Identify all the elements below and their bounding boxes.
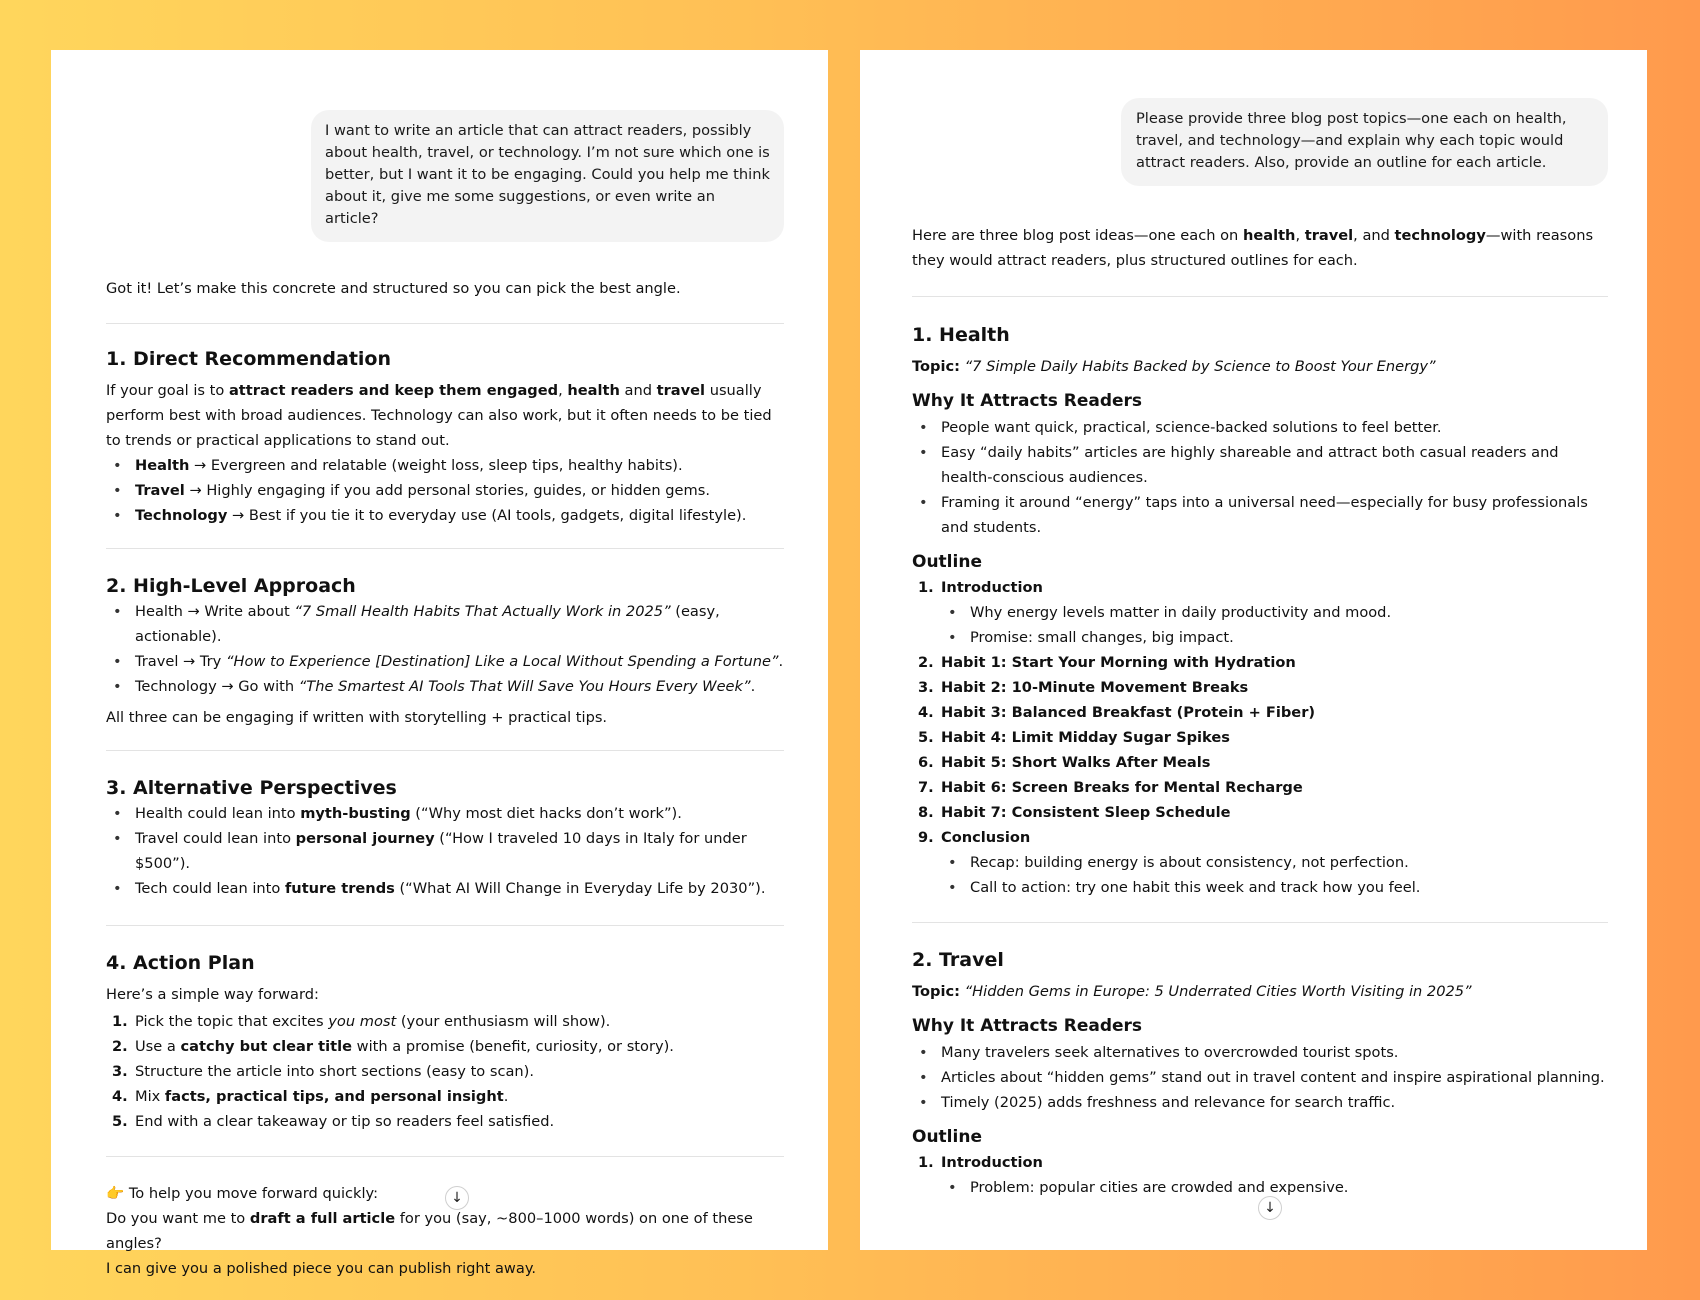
subsection-heading: Why It Attracts Readers bbox=[912, 391, 1143, 411]
list-item bbox=[912, 850, 1608, 900]
list-item: 6. Habit 5: Short Walks After Meals bbox=[918, 754, 1211, 771]
list-item: • Health → Write about “7 Small Health Habits That Actually Work in 2025” (easy, actionable). bbox=[106, 599, 784, 649]
footer-offer: I can give you a polished piece you can publish right away. bbox=[106, 1260, 537, 1277]
section-heading: 1. Direct Recommendation bbox=[106, 348, 391, 370]
list-item: • Timely (2025) adds freshness and relevance for search traffic. bbox=[912, 1090, 1608, 1115]
assistant-intro: Got it! Let’s make this concrete and structured so you can pick the best angle. bbox=[106, 280, 681, 297]
subsection-heading: Outline bbox=[912, 1127, 982, 1147]
divider bbox=[912, 922, 1608, 923]
sub-list bbox=[912, 850, 1608, 900]
outline-list bbox=[912, 1150, 1608, 1200]
list-item: • Travel → Try “How to Experience [Destination] Like a Local Without Spending a Fortune”. bbox=[106, 649, 784, 674]
section-heading: 1. Health bbox=[912, 324, 1010, 346]
list-item: • People want quick, practical, science-backed solutions to feel better. bbox=[912, 415, 1608, 440]
list-item: 7. Habit 6: Screen Breaks for Mental Recharge bbox=[918, 779, 1303, 796]
sub-list bbox=[912, 600, 1608, 650]
user-message-bubble: I want to write an article that can attract readers, possibly about health, travel, or technology. I’m not sure which one is better, but I want it to be engaging. Could you help me think about it, give me some suggestions, or even write an article? bbox=[311, 110, 784, 242]
why-list bbox=[912, 415, 1608, 540]
list-item: • Promise: small changes, big impact. bbox=[912, 625, 1608, 650]
list-item: • Recap: building energy is about consistency, not perfection. bbox=[912, 850, 1608, 875]
list-item: 4. Mix facts, practical tips, and personal insight. bbox=[112, 1088, 509, 1105]
section-paragraph: All three can be engaging if written with storytelling + practical tips. bbox=[106, 709, 608, 726]
list-item: • Problem: popular cities are crowded and expensive. bbox=[912, 1175, 1608, 1200]
action-plan-list bbox=[106, 1009, 784, 1134]
left-chat-panel bbox=[51, 50, 828, 1277]
list-item: • Articles about “hidden gems” stand out in travel content and inspire aspirational planning. bbox=[912, 1065, 1608, 1090]
list-item: 1. Introduction bbox=[918, 1154, 1043, 1171]
divider bbox=[106, 750, 784, 751]
subsection-heading: Why It Attracts Readers bbox=[912, 1016, 1143, 1036]
list-item: 4. Habit 3: Balanced Breakfast (Protein + Fiber) bbox=[918, 704, 1316, 721]
list-item: • Travel could lean into personal journey (“How I traveled 10 days in Italy for under $500”). bbox=[106, 826, 784, 876]
sub-list bbox=[912, 1175, 1608, 1200]
why-list bbox=[912, 1040, 1608, 1115]
list-item: 5. Habit 4: Limit Midday Sugar Spikes bbox=[918, 729, 1230, 746]
recommendation-list bbox=[106, 453, 784, 528]
footer-prompt: 👉 To help you move forward quickly: bbox=[106, 1185, 379, 1202]
user-message-bubble: Please provide three blog post topics—one each on health, travel, and technology—and explain why each topic would attract readers. Also, provide an outline for each article. bbox=[1121, 98, 1608, 186]
arrow-down-icon: ↓ bbox=[451, 1190, 463, 1206]
footer-question: Do you want me to draft a full article for you (say, ~800–1000 words) on one of these angles? bbox=[106, 1210, 753, 1252]
list-item: • Travel → Highly engaging if you add personal stories, guides, or hidden gems. bbox=[106, 478, 784, 503]
list-item: • Many travelers seek alternatives to overcrowded tourist spots. bbox=[912, 1040, 1608, 1065]
perspectives-list bbox=[106, 801, 784, 901]
list-item: • Easy “daily habits” articles are highly shareable and attract both casual readers and health-conscious audiences. bbox=[912, 440, 1608, 490]
section-paragraph: If your goal is to attract readers and keep them engaged, health and travel usually perform best with broad audiences. Technology can also work, but it often needs to be tied to trends or practical applications to stand out. bbox=[106, 382, 772, 449]
topic-line: Topic: “7 Simple Daily Habits Backed by Science to Boost Your Energy” bbox=[912, 358, 1436, 375]
divider bbox=[106, 925, 784, 926]
list-item: • Health could lean into myth-busting (“Why most diet hacks don’t work”). bbox=[106, 801, 784, 826]
topic-line: Topic: “Hidden Gems in Europe: 5 Underrated Cities Worth Visiting in 2025” bbox=[912, 983, 1472, 1000]
list-item: • Technology → Go with “The Smartest AI Tools That Will Save You Hours Every Week”. bbox=[106, 674, 784, 699]
section-heading: 3. Alternative Perspectives bbox=[106, 777, 397, 799]
list-item: 3. Structure the article into short sections (easy to scan). bbox=[112, 1063, 535, 1080]
outline-list bbox=[912, 575, 1608, 900]
section-paragraph: Here’s a simple way forward: bbox=[106, 986, 319, 1003]
list-item: • Health → Evergreen and relatable (weight loss, sleep tips, healthy habits). bbox=[106, 453, 784, 478]
divider bbox=[106, 1156, 784, 1157]
list-item: 5. End with a clear takeaway or tip so readers feel satisfied. bbox=[112, 1113, 555, 1130]
right-chat-panel bbox=[860, 50, 1647, 1250]
list-item: • Call to action: try one habit this week and track how you feel. bbox=[912, 875, 1608, 900]
section-heading: 4. Action Plan bbox=[106, 952, 255, 974]
list-item: • Why energy levels matter in daily productivity and mood. bbox=[912, 600, 1608, 625]
list-item: • Technology → Best if you tie it to everyday use (AI tools, gadgets, digital lifestyle). bbox=[106, 503, 784, 528]
list-item: 8. Habit 7: Consistent Sleep Schedule bbox=[918, 804, 1231, 821]
list-item bbox=[912, 1175, 1608, 1200]
list-item: 3. Habit 2: 10-Minute Movement Breaks bbox=[918, 679, 1249, 696]
subsection-heading: Outline bbox=[912, 552, 982, 572]
list-item: 9. Conclusion bbox=[918, 829, 1031, 846]
section-heading: 2. Travel bbox=[912, 949, 1004, 971]
list-item: 2. Use a catchy but clear title with a promise (benefit, curiosity, or story). bbox=[112, 1038, 674, 1055]
divider bbox=[106, 548, 784, 549]
list-item: • Framing it around “energy” taps into a universal need—especially for busy professionals and students. bbox=[912, 490, 1608, 540]
section-heading: 2. High-Level Approach bbox=[106, 575, 356, 597]
list-item: • Tech could lean into future trends (“What AI Will Change in Everyday Life by 2030”). bbox=[106, 876, 784, 901]
list-item: 1. Pick the topic that excites you most (your enthusiasm will show). bbox=[112, 1013, 611, 1030]
divider bbox=[912, 296, 1608, 297]
list-item bbox=[912, 600, 1608, 650]
approach-list bbox=[106, 599, 784, 699]
list-item: 1. Introduction bbox=[918, 579, 1043, 596]
list-item: 2. Habit 1: Start Your Morning with Hydration bbox=[918, 654, 1296, 671]
scroll-down-button[interactable] bbox=[1258, 1196, 1282, 1220]
scroll-down-button[interactable] bbox=[445, 1186, 469, 1210]
assistant-intro: Here are three blog post ideas—one each on health, travel, and technology—with reasons they would attract readers, plus structured outlines for each. bbox=[912, 227, 1594, 269]
divider bbox=[106, 323, 784, 324]
pointing-hand-icon: 👉 bbox=[106, 1185, 125, 1202]
arrow-down-icon: ↓ bbox=[1264, 1200, 1276, 1216]
